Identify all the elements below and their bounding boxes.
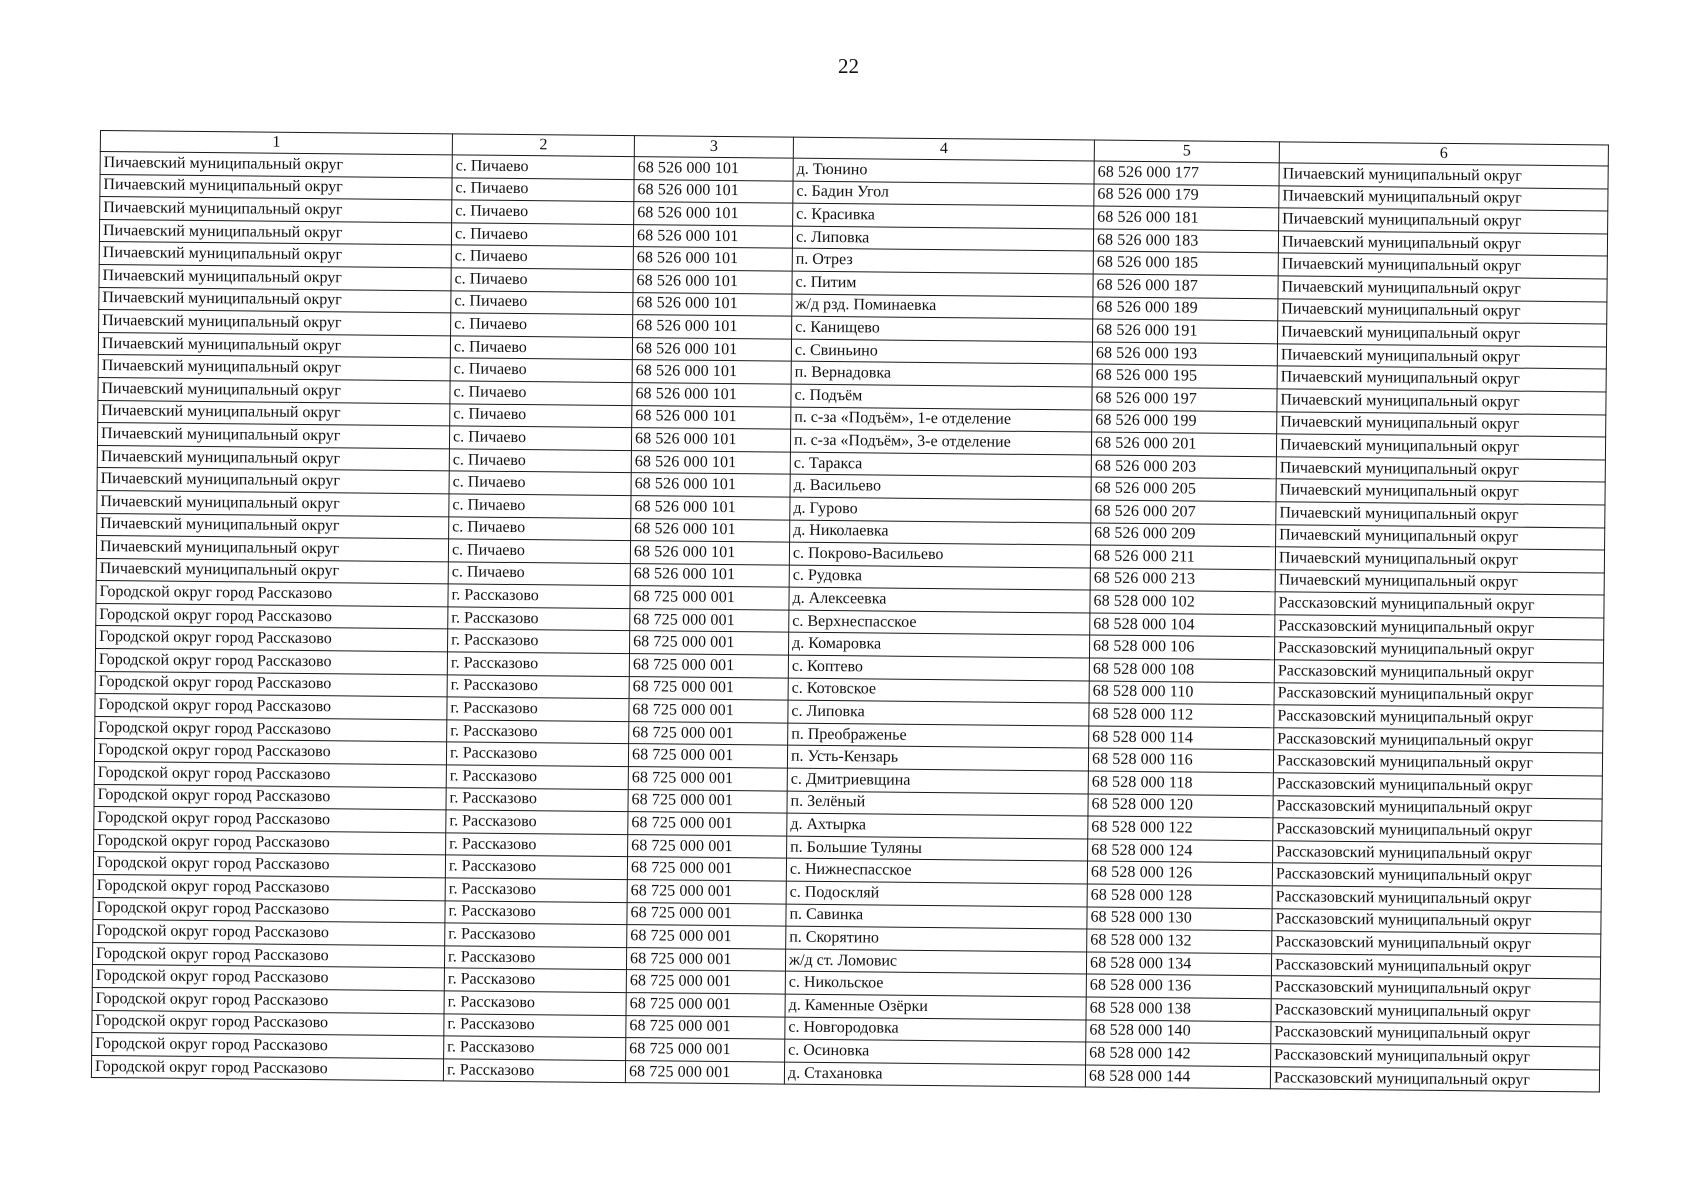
- center-code-cell: 68 526 000 101: [632, 360, 791, 384]
- municipality-cell: Городской округ город Рассказово: [95, 671, 447, 697]
- settlement-code-cell: 68 526 000 191: [1093, 319, 1278, 343]
- settlement-code-cell: 68 526 000 179: [1094, 184, 1279, 208]
- settlement-cell: с. Питим: [792, 271, 1093, 296]
- new-municipality-cell: Рассказовский муниципальный округ: [1272, 931, 1601, 957]
- settlement-cell: п. Зелёный: [787, 791, 1088, 816]
- settlement-cell: п. Преображенье: [788, 723, 1089, 748]
- new-municipality-cell: Рассказовский муниципальный округ: [1273, 841, 1602, 867]
- settlement-code-cell: 68 528 000 118: [1088, 771, 1273, 795]
- settlement-code-cell: 68 528 000 138: [1086, 997, 1271, 1021]
- center-code-cell: 68 725 000 001: [626, 1015, 785, 1039]
- municipality-cell: Городской округ город Рассказово: [93, 852, 445, 878]
- municipality-cell: Пичаевский муниципальный округ: [98, 332, 450, 358]
- admin-center-cell: г. Рассказово: [444, 1013, 626, 1037]
- settlement-cell: п. с-за «Подъём», 3-е отделение: [790, 429, 1091, 454]
- municipality-cell: Пичаевский муниципальный округ: [99, 287, 451, 313]
- municipality-cell: Городской округ город Рассказово: [96, 581, 448, 607]
- settlement-cell: с. Нижнеспасское: [786, 859, 1087, 884]
- settlement-cell: с. Свиньино: [791, 339, 1092, 364]
- column-header-5: 5: [1094, 140, 1279, 163]
- admin-center-cell: с. Пичаево: [450, 358, 632, 382]
- center-code-cell: 68 725 000 001: [626, 947, 785, 971]
- settlement-cell: д. Комаровка: [788, 633, 1089, 658]
- settlement-code-cell: 68 528 000 102: [1090, 590, 1275, 614]
- admin-center-cell: г. Рассказово: [444, 991, 626, 1015]
- admin-center-cell: с. Пичаево: [449, 471, 631, 495]
- new-municipality-cell: Рассказовский муниципальный округ: [1273, 795, 1602, 821]
- new-municipality-cell: Рассказовский муниципальный округ: [1271, 999, 1600, 1025]
- center-code-cell: 68 526 000 101: [634, 157, 793, 181]
- center-code-cell: 68 725 000 001: [626, 970, 785, 994]
- admin-center-cell: с. Пичаево: [449, 426, 631, 450]
- settlement-cell: п. Отрез: [792, 249, 1093, 274]
- center-code-cell: 68 526 000 101: [633, 247, 792, 271]
- center-code-cell: 68 526 000 101: [632, 405, 791, 429]
- center-code-cell: 68 725 000 001: [627, 857, 786, 881]
- municipality-cell: Пичаевский муниципальный округ: [96, 558, 448, 584]
- settlement-code-cell: 68 526 000 207: [1091, 500, 1276, 524]
- settlement-cell: с. Дмитриевщина: [787, 768, 1088, 793]
- center-code-cell: 68 725 000 001: [629, 654, 788, 678]
- settlement-code-cell: 68 526 000 189: [1093, 297, 1278, 321]
- center-code-cell: 68 526 000 101: [633, 292, 792, 316]
- center-code-cell: 68 725 000 001: [629, 631, 788, 655]
- municipality-cell: Городской округ город Рассказово: [91, 1055, 443, 1081]
- municipality-cell: Пичаевский муниципальный округ: [97, 468, 449, 494]
- admin-center-cell: г. Рассказово: [446, 787, 628, 811]
- center-code-cell: 68 725 000 001: [625, 1060, 784, 1084]
- center-code-cell: 68 725 000 001: [628, 834, 787, 858]
- municipality-cell: Пичаевский муниципальный округ: [100, 197, 452, 223]
- center-code-cell: 68 725 000 001: [630, 586, 789, 610]
- settlement-code-cell: 68 528 000 124: [1088, 839, 1273, 863]
- municipality-cell: Пичаевский муниципальный округ: [99, 310, 451, 336]
- new-municipality-cell: Пичаевский муниципальный округ: [1278, 321, 1607, 347]
- admin-center-cell: с. Пичаево: [452, 177, 634, 201]
- settlement-cell: с. Подоскляй: [786, 881, 1087, 906]
- admin-center-cell: с. Пичаево: [451, 313, 633, 337]
- settlement-code-cell: 68 526 000 177: [1094, 161, 1279, 185]
- admin-center-cell: с. Пичаево: [451, 290, 633, 314]
- municipality-cell: Городской округ город Рассказово: [94, 807, 446, 833]
- admin-center-cell: с. Пичаево: [449, 494, 631, 518]
- settlement-code-cell: 68 526 000 201: [1091, 432, 1276, 456]
- settlement-cell: п. Савинка: [786, 904, 1087, 929]
- new-municipality-cell: Рассказовский муниципальный округ: [1272, 886, 1601, 912]
- center-code-cell: 68 725 000 001: [629, 699, 788, 723]
- admin-center-cell: с. Пичаево: [450, 403, 632, 427]
- new-municipality-cell: Рассказовский муниципальный округ: [1275, 592, 1604, 618]
- settlement-cell: с. Новгородовка: [785, 1017, 1086, 1042]
- municipality-cell: Городской округ город Рассказово: [92, 987, 444, 1013]
- municipality-cell: Пичаевский муниципальный округ: [97, 423, 449, 449]
- municipality-cell: Городской округ город Рассказово: [92, 1010, 444, 1036]
- center-code-cell: 68 725 000 001: [629, 721, 788, 745]
- new-municipality-cell: Пичаевский муниципальный округ: [1276, 524, 1605, 550]
- settlement-cell: п. Большие Туляны: [787, 836, 1088, 861]
- municipality-cell: Городской округ город Рассказово: [95, 694, 447, 720]
- column-header-2: 2: [452, 134, 634, 157]
- admin-center-cell: г. Рассказово: [446, 810, 628, 834]
- admin-center-cell: г. Рассказово: [447, 652, 629, 676]
- settlement-cell: д. Стахановка: [784, 1062, 1085, 1087]
- center-code-cell: 68 725 000 001: [628, 812, 787, 836]
- new-municipality-cell: Пичаевский муниципальный округ: [1279, 208, 1608, 234]
- column-header-4: 4: [793, 137, 1094, 161]
- table-body: [91, 152, 1608, 1093]
- new-municipality-cell: Пичаевский муниципальный округ: [1279, 163, 1608, 189]
- municipality-cell: Пичаевский муниципальный округ: [97, 513, 449, 539]
- admin-center-cell: с. Пичаево: [452, 200, 634, 224]
- settlement-code-cell: 68 526 000 187: [1093, 274, 1278, 298]
- center-code-cell: 68 725 000 001: [627, 925, 786, 949]
- settlement-code-cell: 68 528 000 128: [1087, 884, 1272, 908]
- center-code-cell: 68 526 000 101: [631, 496, 790, 520]
- center-code-cell: 68 526 000 101: [633, 270, 792, 294]
- admin-center-cell: с. Пичаево: [449, 449, 631, 473]
- settlement-cell: п. Вернадовка: [791, 361, 1092, 386]
- center-code-cell: 68 725 000 001: [627, 902, 786, 926]
- new-municipality-cell: Рассказовский муниципальный округ: [1275, 615, 1604, 641]
- new-municipality-cell: Пичаевский муниципальный округ: [1278, 231, 1607, 257]
- settlement-code-cell: 68 528 000 122: [1088, 816, 1273, 840]
- settlement-code-cell: 68 528 000 120: [1088, 794, 1273, 818]
- center-code-cell: 68 725 000 001: [628, 767, 787, 791]
- admin-center-cell: с. Пичаево: [450, 336, 632, 360]
- settlement-cell: с. Липовка: [788, 700, 1089, 725]
- municipality-cell: Пичаевский муниципальный округ: [99, 219, 451, 245]
- municipality-cell: Городской округ город Рассказово: [92, 965, 444, 991]
- new-municipality-cell: Рассказовский муниципальный округ: [1274, 705, 1603, 731]
- new-municipality-cell: Рассказовский муниципальный округ: [1273, 818, 1602, 844]
- settlement-cell: д. Васильево: [790, 474, 1091, 499]
- center-code-cell: 68 725 000 001: [626, 993, 785, 1017]
- new-municipality-cell: Рассказовский муниципальный округ: [1274, 660, 1603, 686]
- column-header-3: 3: [634, 136, 793, 159]
- municipality-cell: Городской округ город Рассказово: [93, 897, 445, 923]
- settlement-code-cell: 68 528 000 130: [1087, 907, 1272, 931]
- column-header-6: 6: [1279, 142, 1608, 166]
- municipality-cell: Пичаевский муниципальный округ: [100, 174, 452, 200]
- settlement-code-cell: 68 526 000 197: [1092, 387, 1277, 411]
- admin-center-cell: г. Рассказово: [447, 697, 629, 721]
- center-code-cell: 68 526 000 101: [633, 315, 792, 339]
- settlement-cell: ж/д ст. Ломовис: [785, 949, 1086, 974]
- settlement-cell: с. Котовское: [788, 678, 1089, 703]
- municipality-cell: Городской округ город Рассказово: [96, 626, 448, 652]
- municipality-cell: Городской округ город Рассказово: [92, 1033, 444, 1059]
- admin-center-cell: г. Рассказово: [447, 720, 629, 744]
- new-municipality-cell: Пичаевский муниципальный округ: [1275, 547, 1604, 573]
- new-municipality-cell: Пичаевский муниципальный округ: [1277, 389, 1606, 415]
- new-municipality-cell: Рассказовский муниципальный округ: [1272, 863, 1601, 889]
- admin-center-cell: г. Рассказово: [445, 878, 627, 902]
- new-municipality-cell: Рассказовский муниципальный округ: [1271, 976, 1600, 1002]
- municipality-cell: Пичаевский муниципальный округ: [97, 445, 449, 471]
- settlement-cell: п. Усть-Кензарь: [787, 746, 1088, 771]
- admin-center-cell: г. Рассказово: [446, 833, 628, 857]
- new-municipality-cell: Пичаевский муниципальный округ: [1278, 276, 1607, 302]
- center-code-cell: 68 526 000 101: [630, 563, 789, 587]
- settlement-code-cell: 68 528 000 132: [1087, 929, 1272, 953]
- page-number: 22: [838, 54, 859, 78]
- settlement-code-cell: 68 526 000 199: [1092, 410, 1277, 434]
- new-municipality-cell: Рассказовский муниципальный округ: [1272, 908, 1601, 934]
- admin-center-cell: г. Рассказово: [443, 1059, 625, 1083]
- admin-center-cell: г. Рассказово: [444, 1036, 626, 1060]
- admin-center-cell: с. Пичаево: [451, 268, 633, 292]
- new-municipality-cell: Пичаевский муниципальный округ: [1279, 185, 1608, 211]
- center-code-cell: 68 725 000 001: [628, 744, 787, 768]
- municipality-cell: Городской округ город Рассказово: [94, 829, 446, 855]
- settlement-code-cell: 68 528 000 114: [1089, 726, 1274, 750]
- municipality-cell: Пичаевский муниципальный округ: [99, 242, 451, 268]
- new-municipality-cell: Пичаевский муниципальный округ: [1277, 366, 1606, 392]
- settlement-code-cell: 68 526 000 205: [1091, 477, 1276, 501]
- municipality-cell: Пичаевский муниципальный округ: [98, 377, 450, 403]
- settlement-code-cell: 68 528 000 140: [1086, 1020, 1271, 1044]
- center-code-cell: 68 526 000 101: [633, 224, 792, 248]
- settlement-cell: с. Никольское: [785, 971, 1086, 996]
- municipality-cell: Пичаевский муниципальный округ: [96, 536, 448, 562]
- settlement-code-cell: 68 526 000 203: [1091, 455, 1276, 479]
- admin-center-cell: с. Пичаево: [452, 155, 634, 179]
- new-municipality-cell: Рассказовский муниципальный округ: [1274, 682, 1603, 708]
- new-municipality-cell: Пичаевский муниципальный округ: [1276, 502, 1605, 528]
- settlement-code-cell: 68 526 000 183: [1093, 229, 1278, 253]
- admin-center-cell: г. Рассказово: [448, 629, 630, 653]
- new-municipality-cell: Рассказовский муниципальный округ: [1273, 750, 1602, 776]
- center-code-cell: 68 526 000 101: [631, 428, 790, 452]
- settlement-code-cell: 68 528 000 142: [1086, 1042, 1271, 1066]
- settlement-code-cell: 68 528 000 134: [1086, 952, 1271, 976]
- settlement-cell: д. Алексеевка: [789, 587, 1090, 612]
- settlement-code-cell: 68 528 000 110: [1089, 681, 1274, 705]
- new-municipality-cell: Пичаевский муниципальный округ: [1276, 457, 1605, 483]
- new-municipality-cell: Рассказовский муниципальный округ: [1270, 1067, 1599, 1093]
- center-code-cell: 68 526 000 101: [631, 450, 790, 474]
- settlement-code-cell: 68 526 000 209: [1091, 523, 1276, 547]
- settlement-cell: д. Гурово: [790, 497, 1091, 522]
- settlements-table: [91, 130, 1609, 1093]
- municipality-cell: Пичаевский муниципальный округ: [97, 490, 449, 516]
- new-municipality-cell: Рассказовский муниципальный округ: [1271, 1044, 1600, 1070]
- municipality-cell: Городской округ город Рассказово: [93, 874, 445, 900]
- new-municipality-cell: Рассказовский муниципальный округ: [1271, 954, 1600, 980]
- new-municipality-cell: Пичаевский муниципальный округ: [1275, 569, 1604, 595]
- new-municipality-cell: Пичаевский муниципальный округ: [1276, 479, 1605, 505]
- new-municipality-cell: Пичаевский муниципальный округ: [1278, 253, 1607, 279]
- center-code-cell: 68 725 000 001: [629, 676, 788, 700]
- settlement-code-cell: 68 526 000 185: [1093, 251, 1278, 275]
- settlement-code-cell: 68 526 000 181: [1094, 206, 1279, 230]
- settlement-code-cell: 68 526 000 195: [1092, 364, 1277, 388]
- admin-center-cell: с. Пичаево: [448, 539, 630, 563]
- center-code-cell: 68 526 000 101: [634, 179, 793, 203]
- settlement-code-cell: 68 528 000 106: [1089, 635, 1274, 659]
- center-code-cell: 68 725 000 001: [627, 880, 786, 904]
- new-municipality-cell: Пичаевский муниципальный округ: [1277, 411, 1606, 437]
- admin-center-cell: г. Рассказово: [448, 584, 630, 608]
- admin-center-cell: г. Рассказово: [445, 900, 627, 924]
- municipality-cell: Городской округ город Рассказово: [96, 603, 448, 629]
- settlement-cell: с. Таракса: [790, 452, 1091, 477]
- settlement-cell: с. Бадин Угол: [793, 181, 1094, 206]
- municipality-cell: Городской округ город Рассказово: [92, 942, 444, 968]
- settlement-cell: с. Липовка: [792, 226, 1093, 251]
- settlement-code-cell: 68 528 000 104: [1090, 613, 1275, 637]
- municipality-cell: Городской округ город Рассказово: [94, 784, 446, 810]
- admin-center-cell: г. Рассказово: [446, 742, 628, 766]
- settlement-cell: с. Подъём: [791, 384, 1092, 409]
- center-code-cell: 68 526 000 101: [632, 383, 791, 407]
- settlement-code-cell: 68 528 000 112: [1089, 703, 1274, 727]
- admin-center-cell: г. Рассказово: [446, 765, 628, 789]
- center-code-cell: 68 526 000 101: [631, 473, 790, 497]
- settlement-code-cell: 68 526 000 211: [1090, 545, 1275, 569]
- settlement-code-cell: 68 528 000 126: [1087, 861, 1272, 885]
- settlement-cell: д. Ахтырка: [787, 813, 1088, 838]
- municipality-cell: Пичаевский муниципальный округ: [98, 400, 450, 426]
- municipality-cell: Городской округ город Рассказово: [94, 762, 446, 788]
- settlement-cell: д. Николаевка: [790, 520, 1091, 545]
- municipality-cell: Городской округ город Рассказово: [93, 920, 445, 946]
- new-municipality-cell: Пичаевский муниципальный округ: [1276, 434, 1605, 460]
- admin-center-cell: с. Пичаево: [450, 381, 632, 405]
- admin-center-cell: г. Рассказово: [445, 923, 627, 947]
- municipality-cell: Пичаевский муниципальный округ: [99, 264, 451, 290]
- settlement-cell: с. Красивка: [793, 203, 1094, 228]
- center-code-cell: 68 526 000 101: [630, 541, 789, 565]
- municipality-cell: Пичаевский муниципальный округ: [100, 152, 452, 178]
- settlement-cell: п. Скорятино: [786, 926, 1087, 951]
- settlement-cell: д. Каменные Озёрки: [785, 994, 1086, 1019]
- new-municipality-cell: Рассказовский муниципальный округ: [1274, 728, 1603, 754]
- admin-center-cell: г. Рассказово: [444, 946, 626, 970]
- center-code-cell: 68 526 000 101: [631, 518, 790, 542]
- center-code-cell: 68 725 000 001: [630, 608, 789, 632]
- settlement-cell: с. Рудовка: [789, 565, 1090, 590]
- settlement-cell: с. Коптево: [788, 655, 1089, 680]
- center-code-cell: 68 526 000 101: [634, 202, 793, 226]
- admin-center-cell: с. Пичаево: [449, 516, 631, 540]
- center-code-cell: 68 526 000 101: [632, 337, 791, 361]
- settlement-cell: с. Верхнеспасское: [789, 610, 1090, 635]
- admin-center-cell: с. Пичаево: [451, 223, 633, 247]
- new-municipality-cell: Пичаевский муниципальный округ: [1278, 298, 1607, 324]
- settlement-cell: с. Осиновка: [785, 1039, 1086, 1064]
- municipality-cell: Городской округ город Рассказово: [95, 649, 447, 675]
- center-code-cell: 68 725 000 001: [626, 1038, 785, 1062]
- new-municipality-cell: Рассказовский муниципальный округ: [1271, 1021, 1600, 1047]
- admin-center-cell: г. Рассказово: [448, 607, 630, 631]
- municipality-cell: Городской округ город Рассказово: [94, 739, 446, 765]
- municipality-cell: Пичаевский муниципальный округ: [98, 355, 450, 381]
- settlement-code-cell: 68 526 000 213: [1090, 568, 1275, 592]
- settlement-code-cell: 68 528 000 108: [1089, 658, 1274, 682]
- admin-center-cell: г. Рассказово: [447, 675, 629, 699]
- settlement-cell: с. Покрово-Васильево: [789, 542, 1090, 567]
- admin-center-cell: с. Пичаево: [448, 562, 630, 586]
- admin-center-cell: г. Рассказово: [445, 855, 627, 879]
- settlement-code-cell: 68 528 000 116: [1088, 748, 1273, 772]
- settlement-code-cell: 68 526 000 193: [1092, 342, 1277, 366]
- municipality-cell: Городской округ город Рассказово: [95, 716, 447, 742]
- admin-center-cell: г. Рассказово: [444, 968, 626, 992]
- settlement-cell: с. Канищево: [792, 316, 1093, 341]
- settlement-cell: п. с-за «Подъём», 1-е отделение: [791, 407, 1092, 432]
- settlement-code-cell: 68 528 000 136: [1086, 974, 1271, 998]
- settlement-code-cell: 68 528 000 144: [1085, 1065, 1270, 1089]
- new-municipality-cell: Рассказовский муниципальный округ: [1274, 637, 1603, 663]
- center-code-cell: 68 725 000 001: [628, 789, 787, 813]
- new-municipality-cell: Пичаевский муниципальный округ: [1277, 344, 1606, 370]
- admin-center-cell: с. Пичаево: [451, 245, 633, 269]
- new-municipality-cell: Рассказовский муниципальный округ: [1273, 773, 1602, 799]
- settlement-cell: д. Тюнино: [793, 158, 1094, 183]
- column-header-1: 1: [100, 131, 452, 155]
- settlement-cell: ж/д рзд. Поминаевка: [792, 294, 1093, 319]
